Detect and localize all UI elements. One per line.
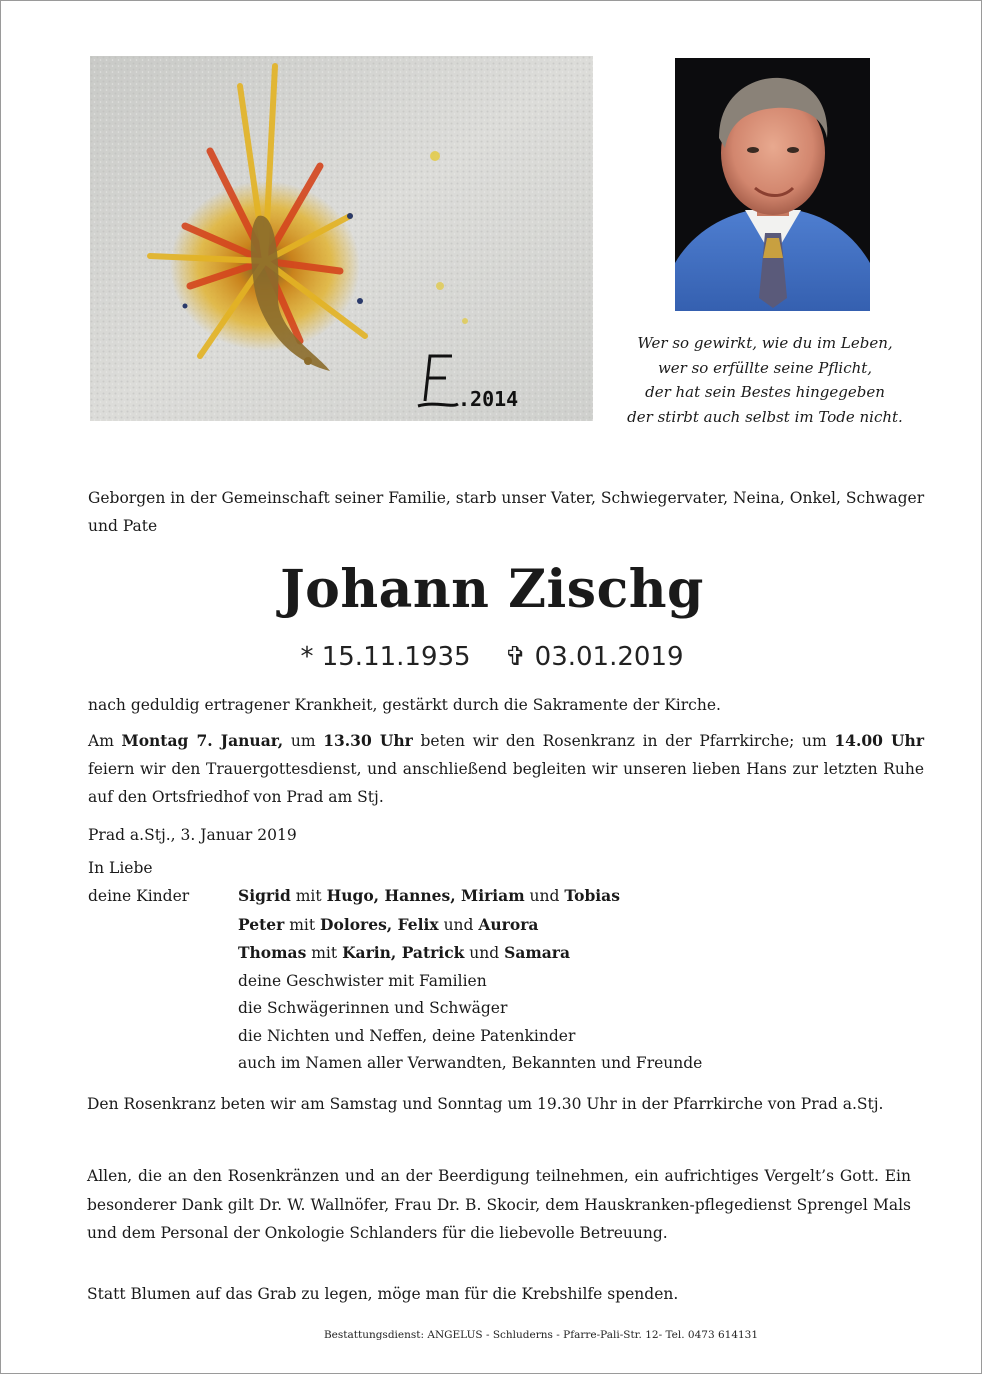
death-date: 03.01.2019 <box>534 642 684 672</box>
mourner-conj: und <box>464 944 505 962</box>
funeral-service-footer: Bestattungsdienst: ANGELUS - Schluderns - Pfarre-Pali-Str. 12- Tel. 0473 614131 <box>323 1329 759 1341</box>
mourner-conj: mit <box>284 915 321 934</box>
mass-time: 14.00 Uhr <box>834 731 924 750</box>
mourner-row <box>238 882 702 911</box>
mourner-name: Hugo, Hannes, Miriam <box>326 886 525 905</box>
mourners-list <box>238 882 702 1078</box>
mourner-name: Aurora <box>478 914 539 934</box>
poem-line: der hat sein Bestes hingegeben <box>645 383 885 401</box>
place-date: Prad a.Stj., 3. Januar 2019 <box>88 826 297 844</box>
life-dates <box>1 635 982 679</box>
memorial-poem <box>615 331 915 429</box>
cross-icon: ✞ <box>504 642 527 672</box>
service-details <box>88 727 924 811</box>
watercolor-painting <box>90 56 593 421</box>
mourner-row <box>238 939 702 968</box>
in-liebe-label: In Liebe <box>88 859 153 877</box>
mourner-line: die Schwägerinnen und Schwäger <box>238 999 508 1017</box>
mourner-line: die Nichten und Neffen, deine Patenkinder <box>238 1026 576 1045</box>
intro-text: Geborgen in der Gemeinschaft seiner Familie, starb unser Vater, Schwiegervater, Neina, Onkel, Schwager und Pate <box>88 489 925 535</box>
thanks-text: Allen, die an den Rosenkränzen und an der Beerdigung teilnehmen, ein aufrichtiges Vergelt’s Gott. Ein besonderer Dank gilt Dr. W. Wallnöfer, Frau Dr. B. Skocir, dem Hauskranken-pflegedienst Sprengel Mals und dem Personal der Onkologie Schlanders für die liebevolle Betreuung. <box>87 1167 911 1242</box>
poem-line: Wer so gewirkt, wie du im Leben, <box>637 334 893 352</box>
birth-date: * 15.11.1935 <box>300 642 471 672</box>
service-day: Montag 7. Januar, <box>121 731 284 750</box>
donation-note: Statt Blumen auf das Grab zu legen, möge man für die Krebshilfe spenden. <box>87 1285 679 1303</box>
mourner-line: auch im Namen aller Verwandten, Bekannten und Freunde <box>238 1054 703 1072</box>
service-text: beten wir den Rosenkranz in der Pfarrkirche; um <box>412 732 835 750</box>
rosary-time: 13.30 Uhr <box>323 731 413 750</box>
illness-text: nach geduldig ertragener Krankheit, gestärkt durch die Sakramente der Kirche. <box>88 696 721 714</box>
mourner-conj: und <box>524 887 565 905</box>
mourner-name: Peter <box>238 914 285 934</box>
portrait-image <box>675 58 870 311</box>
kinder-label: deine Kinder <box>88 887 190 905</box>
mourner-name: Sigrid <box>238 886 291 905</box>
mourner-conj: mit <box>290 887 327 905</box>
painting-signature: .2014 <box>458 387 519 411</box>
mourner-line: deine Geschwister mit Familien <box>238 971 487 990</box>
poem-line: der stirbt auch selbst im Tode nicht. <box>627 407 903 426</box>
portrait-photo <box>675 58 870 311</box>
service-text: um <box>283 732 324 750</box>
mourner-row <box>238 911 702 940</box>
mourner-conj: mit <box>306 944 343 962</box>
rosary-notice: Den Rosenkranz beten wir am Samstag und Sonntag um 19.30 Uhr in der Pfarrkirche von Prad a.Stj. <box>87 1095 884 1113</box>
service-text: Am <box>88 732 122 750</box>
painting-image <box>90 56 593 421</box>
mourner-name: Samara <box>504 943 571 962</box>
mourner-name: Dolores, Felix <box>320 914 439 934</box>
poem-line: wer so erfüllte seine Pflicht, <box>657 358 873 377</box>
deceased-name: Johann Zischg <box>280 559 704 620</box>
mourner-conj: und <box>438 915 479 934</box>
mourner-name: Karin, Patrick <box>342 943 465 962</box>
mourner-name: Tobias <box>564 886 620 905</box>
service-text: feiern wir den Trauergottesdienst, und anschließend begleiten wir unseren lieben Hans zur letzten Ruhe auf den Ortsfriedhof von Prad am Stj. <box>88 760 924 806</box>
mourner-name: Thomas <box>238 943 307 962</box>
